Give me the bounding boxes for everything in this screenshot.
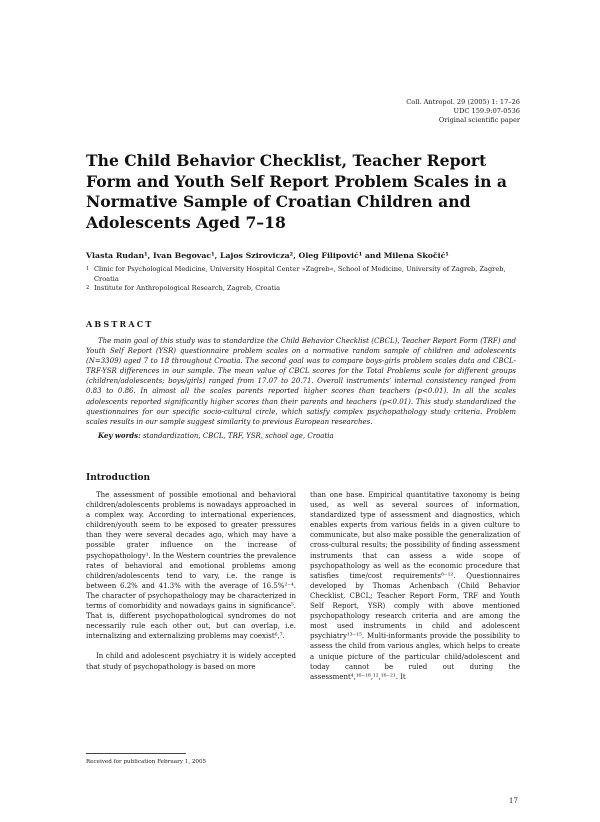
author-list: Vlasta Rudan¹, Ivan Begovac¹, Lajos Szirovicza², Oleg Filipović¹ and Milena Skočić¹ [86, 251, 449, 260]
section-heading-introduction: Introduction [86, 473, 151, 483]
paragraph: than one base. Empirical quantitative taxonomy is being used, as well as several sources of information, standardized type of assessment and diagnostics, which enables experts from various fields in a given culture to communicate, but also make possible the generalization of cross-cultural results; the possibility of finding assessment instruments that can assess a wide scope of psychopathology as well as the economic procedure that satisfies time/cost requirements⁸⁻¹². Questionnaires developed by Thomas Achenbach (Child Behavior Checklist, CBCL; Teacher Report Form, TRF and Youth Self Report, YSR) comply with above mentioned psychopathology research criteria and are among the most used instruments in child and adolescent psychiatry¹³⁻¹⁵. Multi-informants provide the possibility to assess the child from various angles, which helps to create a unique picture of the particular child/adolescent and today cannot be ruled out during the assessment⁴,¹⁶⁻¹⁸,¹²,¹⁶⁻²¹. It [310, 491, 520, 681]
paper-title: The Child Behavior Checklist, Teacher Report Form and Youth Self Report Problem Scales in a Normative Sample of Croatian Children and Adolescents Aged 7–18 [86, 151, 508, 232]
affiliation-number: 1 [86, 266, 90, 272]
keywords [98, 431, 518, 440]
affiliation-text: Clinic for Psychological Medicine, University Hospital Center »Zagreb«, School of Medicine, University of Zagreb, Zagreb, Croatia [94, 265, 506, 283]
affiliation-2 [86, 284, 526, 294]
paper-type: Original scientific paper [438, 116, 520, 124]
journal-citation: Coll. Antropol. 29 (2005) 1: 17–26 [406, 98, 520, 106]
column-right [310, 490, 520, 682]
journal-udc: UDC 159.9:07-0536 [453, 107, 520, 115]
column-left [86, 490, 296, 672]
abstract-heading: ABSTRACT [86, 319, 154, 329]
paragraph: In child and adolescent psychiatry it is widely accepted that study of psychopathology is based on more [86, 652, 296, 671]
page-number: 17 [508, 796, 518, 805]
paragraph: The assessment of possible emotional and behavioral children/adolescents problems is nowadays approached in a complex way. According to international experiences, children/youth seem to be exposed to greater pressures than they were several decades ago, which may have a possible grater influence on the increase of psychopathology¹. In the Western countries the prevalence rates of behavioral and emotional problems among children/adolescents tend to vary, i.e. the range is between 6.2% and 41.3% with the average of 16.5%²⁻⁴. The character of psychopathology may be characterized in terms of comorbidity and nowadays gains in significance⁵. That is, different psychopathological syndromes do not necessarily rule each other out, but can overlap, i.e. internalizing and externalizing problems may coexist⁶,⁷. [86, 491, 296, 641]
affiliation-1 [86, 265, 526, 284]
abstract-body: The main goal of this study was to standardize the Child Behavior Checklist (CBCL), Teacher Report Form (TRF) and Youth Self Report (YSR) questionnaire problem scales on a normative random sample of children and adolescents (N=3309) aged 7 to 18 throughout Croatia. The second goal was to compare boys-girls problem scales data and CBCL-TRF-YSR differences in our sample. The mean value of CBCL scores for the Total Problems scale for different groups (children/adolescents; boys/girls) ranged from 17.07 to 20.71. Overall instruments' internal consistency ranged from 0.83 to 0.86. In almost all the scales parents reported higher scores than teachers (p<0.01). In all the scales adolescents reported significantly higher scores than their parents and teachers (p<0.01). This study standardized the questionnaires for our specific socio-cultural circle, which satisfy complex psychopathology study criteria. Problem scales results in our sample suggest similarity to previous European researches. [86, 337, 516, 426]
keywords-list: standardization, CBCL, TRF, YSR, school age, Croatia [142, 432, 334, 440]
footnote-received: Received for publication February 1, 2005 [86, 759, 207, 765]
footnote-divider [86, 753, 186, 754]
journal-info [406, 98, 520, 125]
keywords-label: Key words: [98, 431, 141, 440]
affiliation-number: 2 [86, 285, 90, 291]
affiliation-text: Institute for Anthropological Research, Zagreb, Croatia [94, 284, 281, 292]
